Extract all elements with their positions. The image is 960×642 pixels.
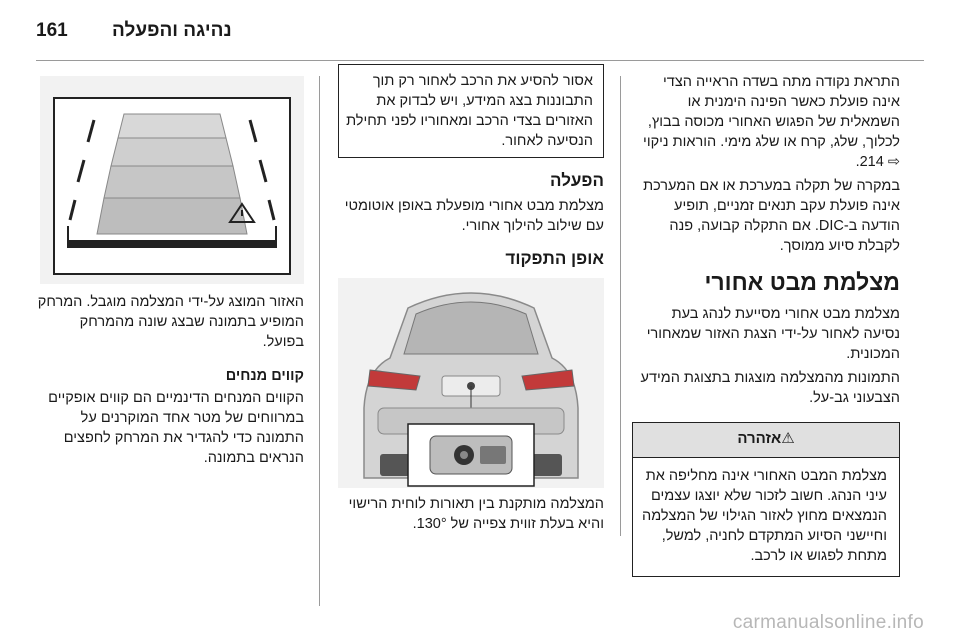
paragraph: התראת נקודה מתה בשדה הראייה הצדי אינה פועלת כאשר הפינה הימנית או השמאלית של הפגוש האחורי מכוסה בבוץ, לכלוך, שלג, קרח או שלג מימי. הוראות ניקוי ⇨ 214. (643, 74, 900, 170)
column-left (36, 292, 304, 472)
column-middle (338, 64, 604, 274)
paragraph: האזור המוצג על-ידי המצלמה מוגבל. המרחק המופיע בתמונה שבצג שונה מהמרחק בפועל. (37, 294, 304, 350)
column-right (632, 72, 900, 577)
warning-triangle-icon: ⚠ (781, 430, 795, 447)
column-divider-right (620, 76, 621, 536)
column-divider-left (319, 76, 320, 606)
reference-arrow-icon: ⇨ (887, 154, 900, 170)
watermark: carmanualsonline.info (732, 612, 924, 633)
subheading-function: אופן התפקוד (505, 249, 604, 268)
warning-box (632, 422, 900, 577)
paragraph: במקרה של תקלה במערכת או אם המערכת אינה פועלת עקב תנאים זמניים, תופיע הודעה ב-DIC. אם התקלה קבועה, פנה לקבלת סיוע ממוסך. (643, 178, 900, 254)
warning-text: מצלמת המבט האחורי אינה מחליפה את עיני הנהג. חשוב לזכור שלא יוצגו עצמים הנמצאים מחוץ לאזור הגילוי של המצלמה וחיישני הסיוע המתקדם לחניה, למשל, מתחת לפגוש או לרכב. (642, 468, 887, 564)
subheading-operation: הפעלה (550, 171, 604, 190)
warning-header (633, 423, 899, 458)
note-box: אסור להסיע את הרכב לאחור רק תוך התבוננות בצג המידע, ויש לבדוק את האזורים בצדי הרכב ומאחוריו לפני תחילת הנסיעה לאחור. (338, 64, 604, 158)
guideline-display-illustration (40, 76, 304, 284)
page-number: 161 (36, 20, 68, 41)
figure-caption: המצלמה מותקנת בין תאורות לוחית הרישוי והיא בעלת זווית צפייה של 130°. (348, 496, 604, 532)
car-rear-camera-illustration (338, 278, 604, 488)
paragraph: הקווים המנחים הדינמיים הם קווים אופקיים במרווחים של מטר אחד המוקרנים על התמונה כדי להגדיר את המרחק לחפצים הנראים בתמונה. (48, 390, 304, 466)
section-title: נהיגה והפעלה (112, 20, 232, 41)
paragraph: מצלמת מבט אחורי מופעלת באופן אוטומטי עם שילוב להילוך אחורי. (344, 198, 604, 234)
section-heading: מצלמת מבט אחורי (704, 269, 900, 295)
warning-title: אזהרה (737, 430, 782, 447)
paragraph: התמונות מהמצלמה מוצגות בתצוגת המידע הצבעוני גב-על. (640, 370, 900, 406)
page-reference: 214 (859, 154, 884, 170)
header-divider (36, 60, 924, 61)
subheading-guidelines: קווים מנחים (225, 368, 304, 384)
paragraph: מצלמת מבט אחורי מסייעת לנהג בעת נסיעה לאחור על-ידי הצגת האזור שמאחורי המכונית. (646, 306, 900, 362)
